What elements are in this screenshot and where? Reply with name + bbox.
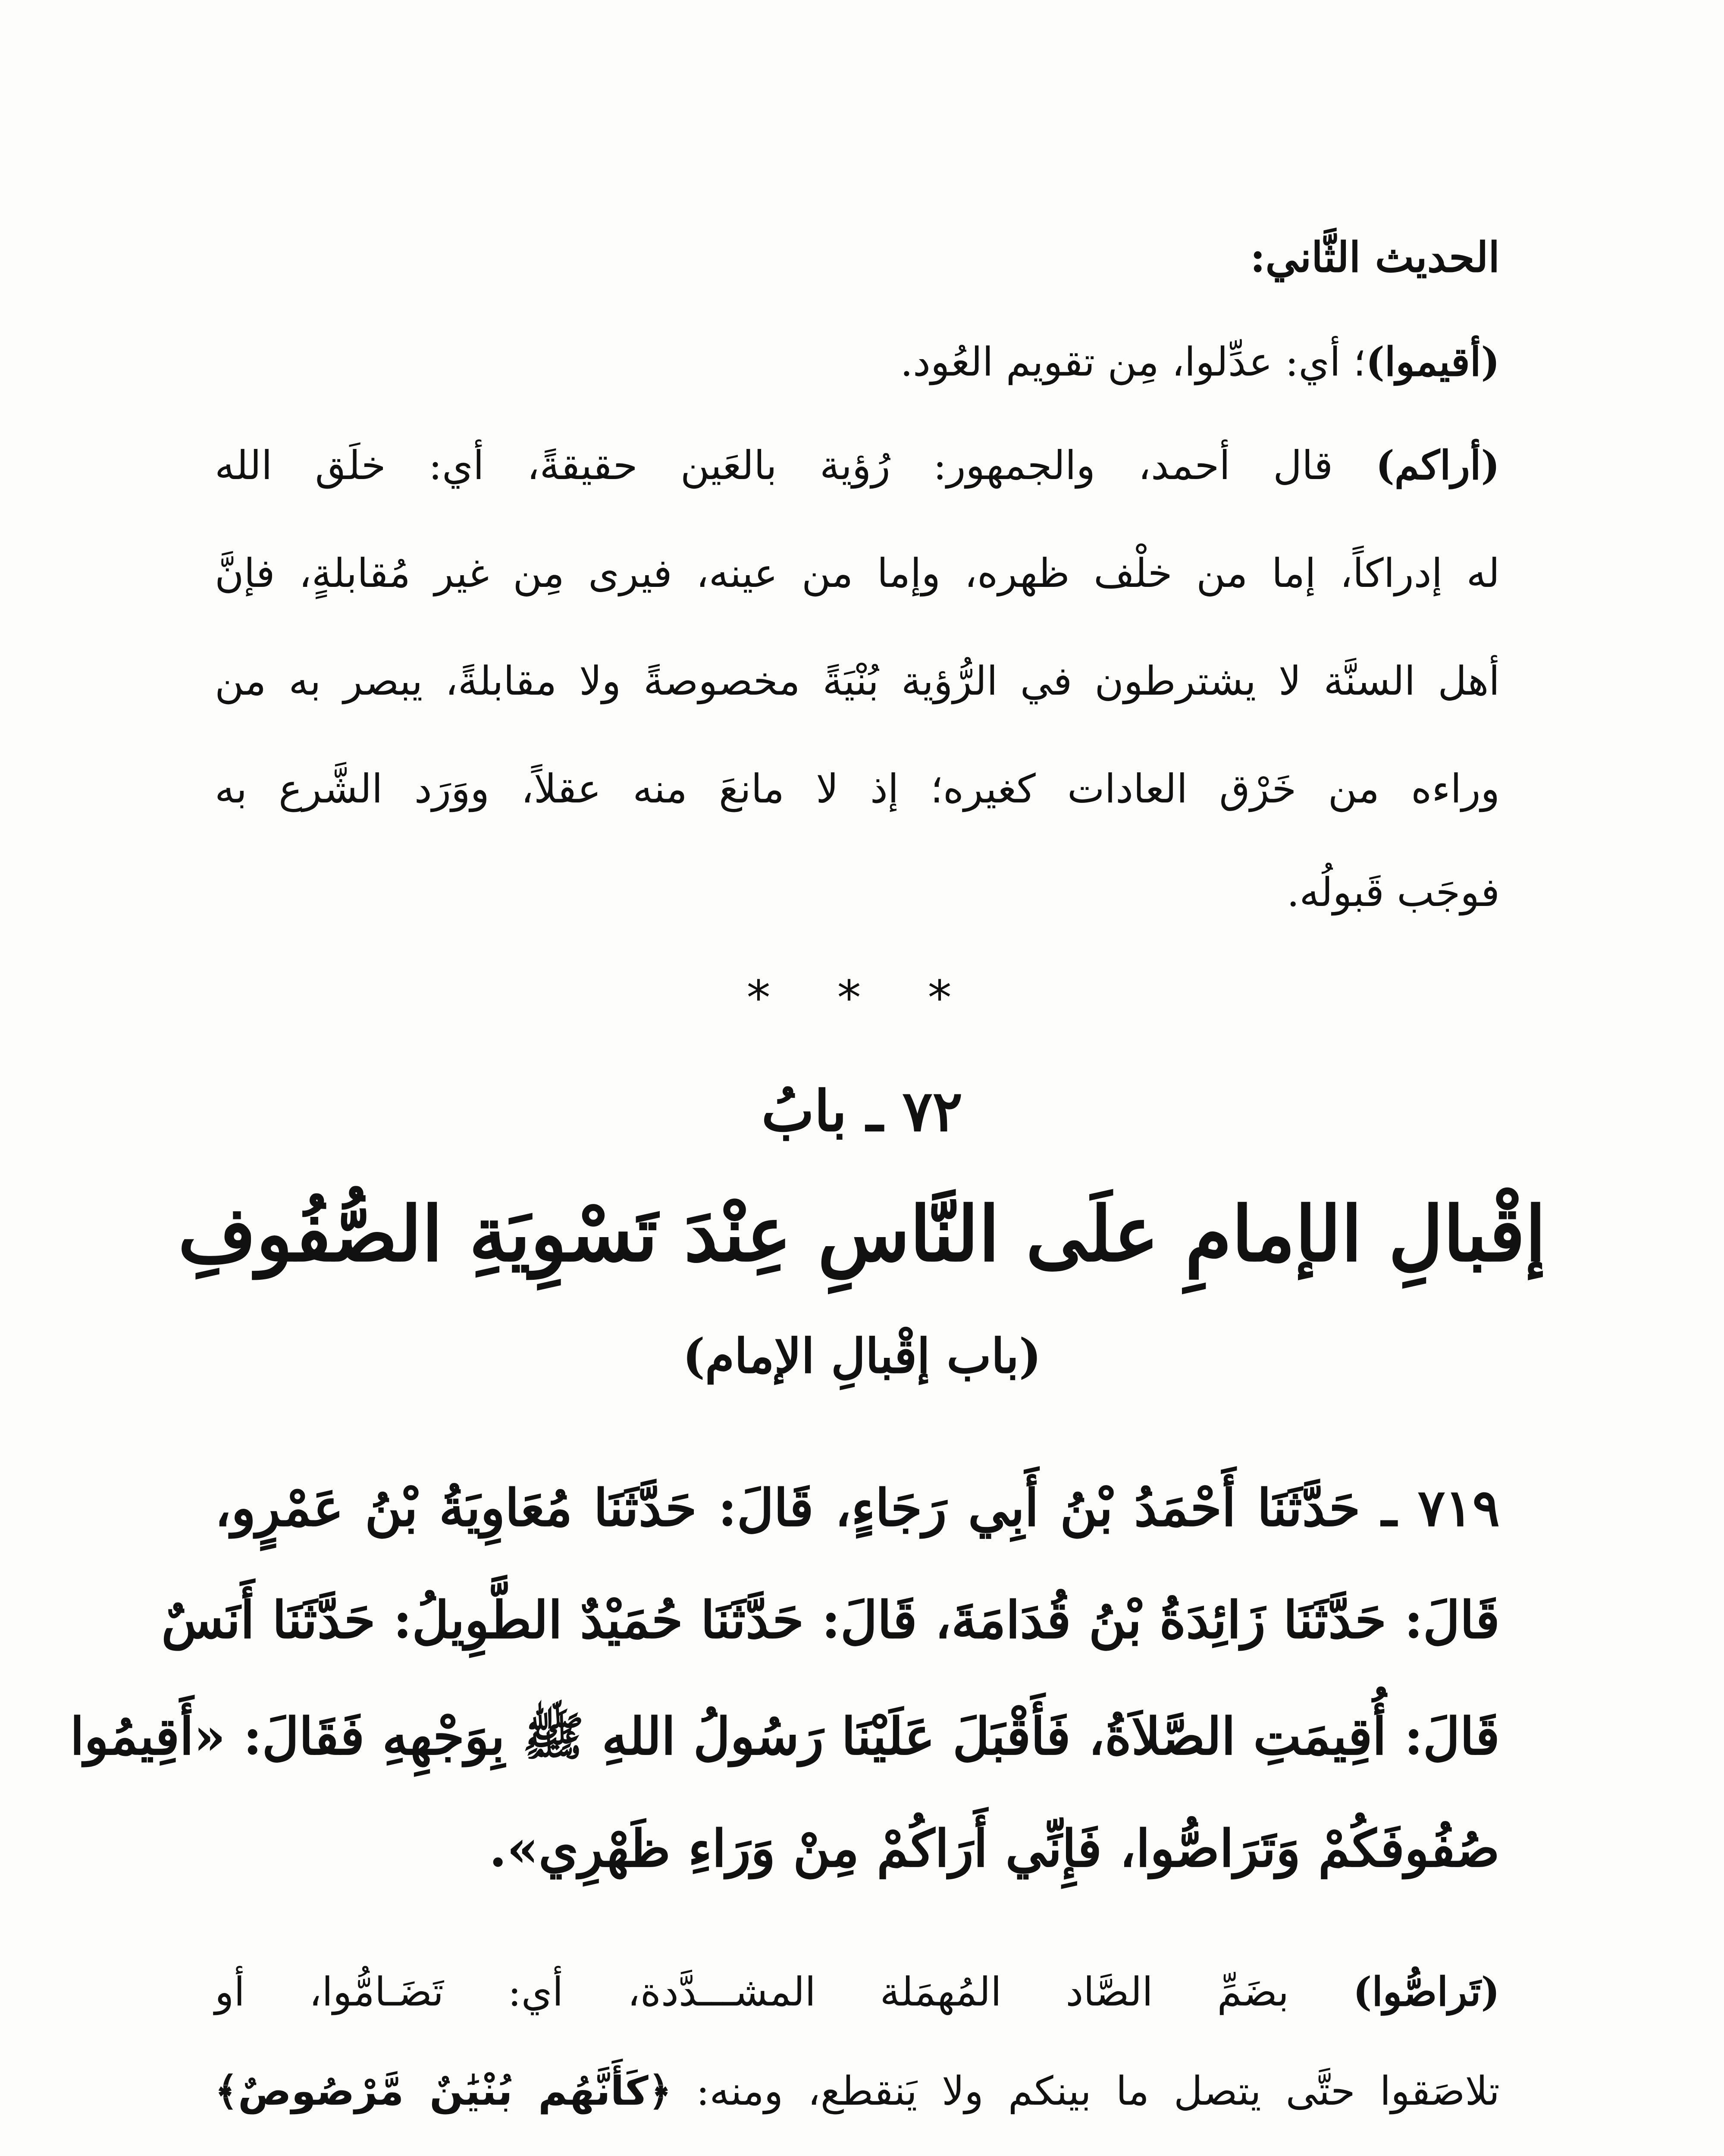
commentary-line: له إدراكاً، إما من خلْف ظهره، وإما من عينه، فيرى مِن غير مُقابلةٍ، فإنَّ <box>215 550 1500 596</box>
commentary-line: وراءه من خَرْق العادات كغيره؛ إذ لا مانعَ منه عقلاً، ووَرَد الشَّرع به <box>215 766 1500 812</box>
commentary-text: ؛ أي: عدِّلوا، مِن تقويم العُود. <box>900 339 1366 385</box>
commentary-line <box>215 2065 1500 2117</box>
chapter-subtitle: (باب إقْبالِ الإمام) <box>683 1328 1041 1384</box>
commentary-text: بضَمِّ الصَّاد المُهمَلة المشـــدَّدة، أي: تَضَـامُّوا، أو <box>215 1969 1289 2015</box>
commentary-text: تلاصَقوا حتَّى يتصل ما بينكم ولا يَنقطع، ومنه: <box>696 2068 1500 2114</box>
commentary-line: أهل السنَّة لا يشترطون في الرُّؤية بُنْيَةً مخصوصةً ولا مقابلةً، يبصر به من <box>215 658 1500 704</box>
commentary-text: قال أحمد، والجمهور: رُؤية بالعَين حقيقةً، أي: خلَق الله <box>215 442 1333 489</box>
hadith-line: قَالَ: حَدَّثَنَا زَائِدَةُ بْنُ قُدَامَةَ، قَالَ: حَدَّثَنَا حُمَيْدٌ الطَّوِيلُ: حَدَّثَنَا أَنَسٌ <box>161 1590 1500 1650</box>
chapter-number: ٧٢ ـ بابُ <box>761 1078 963 1144</box>
commentary-line <box>215 336 1500 388</box>
hadith-line: قَالَ: أُقِيمَتِ الصَّلاَةُ، فَأَقْبَلَ عَلَيْنَا رَسُولُ اللهِ ﷺ بِوَجْهِهِ فَقَالَ: «أَقِيمُوا <box>70 1706 1500 1766</box>
commentary-line: فوجَب قَبولُه. <box>1287 869 1500 915</box>
commentary-line <box>215 1966 1500 2018</box>
commentary-term: (أقيموا) <box>1366 338 1500 385</box>
quran-quote: ﴿كَأَنَّهُم بُنْيَٰنٌ مَّرْصُوصٌ﴾ <box>215 2068 672 2114</box>
commentary-term: (تَراصُّوا) <box>1353 1968 1500 2015</box>
hadith-line: ٧١٩ ـ حَدَّثَنَا أَحْمَدُ بْنُ أَبِي رَجَاءٍ، قَالَ: حَدَّثَنَا مُعَاوِيَةُ بْنُ عَمْرٍو، <box>215 1478 1500 1538</box>
section-separator: * * * <box>746 970 978 1025</box>
commentary-term: (أراكم) <box>1376 442 1500 489</box>
section-heading: الحديث الثَّاني: <box>1250 233 1500 282</box>
chapter-title: إقْبالِ الإمامِ علَى النَّاسِ عِنْدَ تَسْوِيَةِ الصُّفُوفِ <box>178 1190 1546 1279</box>
commentary-line <box>215 440 1500 492</box>
hadith-line: صُفُوفَكُمْ وَتَرَاصُّوا، فَإِنِّي أَرَاكُمْ مِنْ وَرَاءِ ظَهْرِي». <box>489 1818 1500 1878</box>
